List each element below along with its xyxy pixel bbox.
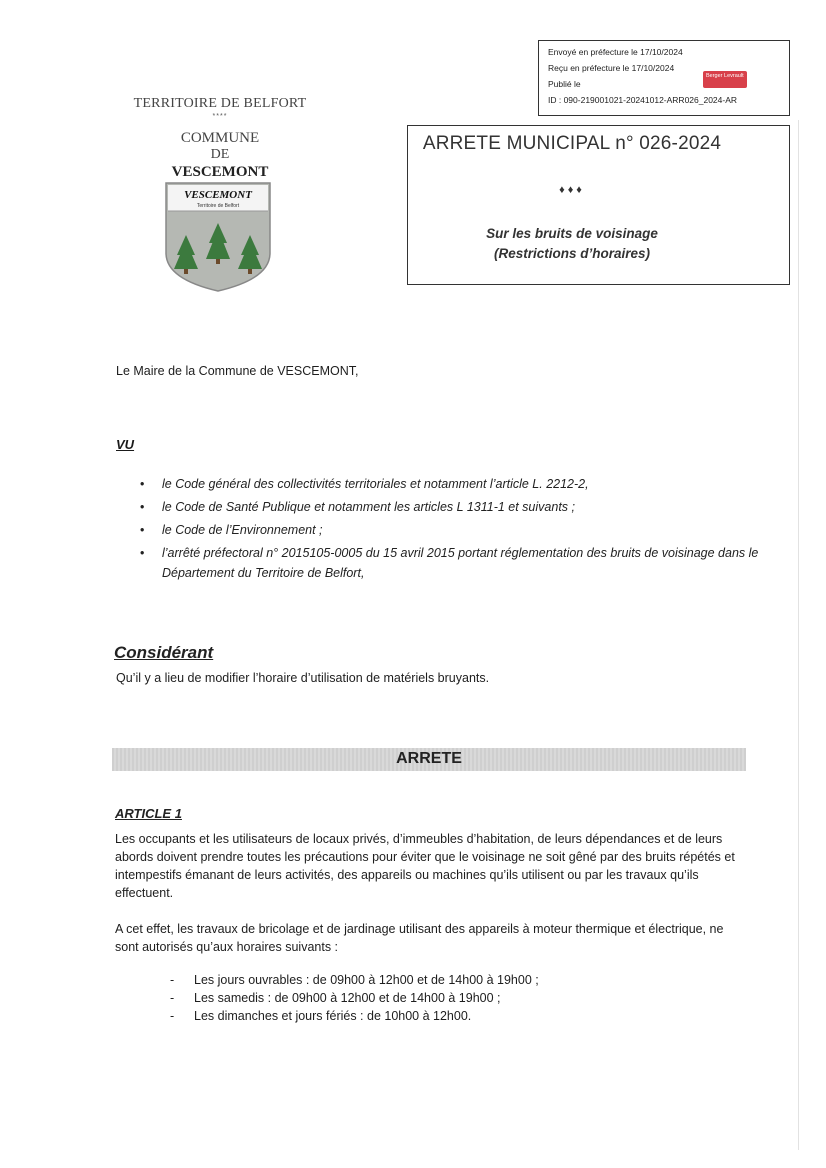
vu-list	[140, 474, 760, 586]
vu-item-text: le Code de l’Environnement ;	[162, 523, 323, 537]
intro-text: Le Maire de la Commune de VESCEMONT,	[116, 364, 359, 378]
article-1-heading: ARTICLE 1	[115, 806, 182, 821]
crest-name: VESCEMONT	[184, 189, 252, 201]
bullet: •	[140, 477, 145, 491]
dash: -	[170, 991, 175, 1005]
considerant-text: Qu’il y a lieu de modifier l’horaire d’utilisation de matériels bruyants.	[116, 671, 490, 685]
coat-of-arms-icon	[164, 181, 272, 293]
commune-label: COMMUNE	[180, 130, 260, 146]
authorized-hours-list	[170, 971, 730, 1025]
scan-edge-line	[798, 120, 799, 1150]
stars-ornament: ****	[212, 113, 228, 120]
diamond-ornament: ♦♦♦	[559, 184, 585, 196]
hours-item	[170, 989, 730, 1007]
dash: -	[170, 973, 175, 987]
vu-item-text: le Code de Santé Publique et notamment les articles L 1311-1 et suivants ;	[162, 500, 575, 514]
considerant-heading: Considérant	[114, 643, 214, 662]
arrete-title: ARRETE MUNICIPAL n° 026-2024	[422, 133, 722, 154]
bullet: •	[140, 523, 145, 537]
vu-item	[140, 474, 760, 494]
arrete-banner-label: ARRETE	[396, 750, 462, 767]
hours-item-text: Les samedis : de 09h00 à 12h00 et de 14h00 à 19h00 ;	[194, 991, 501, 1005]
berger-levrault-logo: Berger Levrault	[703, 71, 747, 88]
vu-heading: VU	[116, 437, 135, 452]
commune-name: VESCEMONT	[171, 164, 269, 180]
article-1-paragraph-2: A cet effet, les travaux de bricolage et de jardinage utilisant des appareils à moteur thermique et électrique, ne sont autorisés qu’aux horaires suivants :	[115, 922, 724, 954]
hours-item-text: Les dimanches et jours fériés : de 10h00 à 12h00.	[194, 1009, 472, 1023]
bullet: •	[140, 500, 145, 514]
stamp-published-line: Publié le	[548, 79, 581, 89]
vu-item	[140, 543, 760, 583]
stamp-id-line: ID : 090-219001021-20241012-ARR026_2024-AR	[548, 95, 738, 105]
hours-item	[170, 1007, 730, 1025]
stamp-received-line: Reçu en préfecture le 17/10/2024	[548, 63, 675, 73]
hours-item-text: Les jours ouvrables : de 09h00 à 12h00 et de 14h00 à 19h00 ;	[194, 973, 539, 987]
crest-subtitle: Territoire de Belfort	[196, 203, 240, 209]
article-1-paragraph-1: Les occupants et les utilisateurs de locaux privés, d’immeubles d’habitation, de leurs dépendances et de leurs abords doivent prendre toutes les précautions pour éviter que le voisinage ne soit gêné par des bruits répétés et intempestifs émanant de leurs activités, des appareils ou machines qu’ils utilisent ou par les travaux qu’ils effectuent.	[115, 832, 735, 900]
de-label: DE	[210, 147, 230, 162]
subject-line-1: Sur les bruits de voisinage	[486, 226, 658, 241]
vu-item-text: le Code général des collectivités territoriales et notamment l’article L. 2212-2,	[162, 477, 589, 491]
dash: -	[170, 1009, 175, 1023]
territoire-label: TERRITOIRE DE BELFORT	[133, 96, 307, 111]
bullet: •	[140, 546, 145, 560]
hours-item	[170, 971, 730, 989]
stamp-sent-line: Envoyé en préfecture le 17/10/2024	[548, 47, 683, 57]
subject-line-2: (Restrictions d’horaires)	[493, 246, 651, 261]
vu-item	[140, 497, 760, 517]
vu-item-text: l’arrêté préfectoral n° 2015105-0005 du 15 avril 2015 portant réglementation des bruits de voisinage dans le Département du Territoire de Belfort,	[162, 546, 759, 580]
arrete-subject	[407, 224, 737, 264]
prefecture-stamp	[538, 40, 790, 116]
vu-item	[140, 520, 760, 540]
